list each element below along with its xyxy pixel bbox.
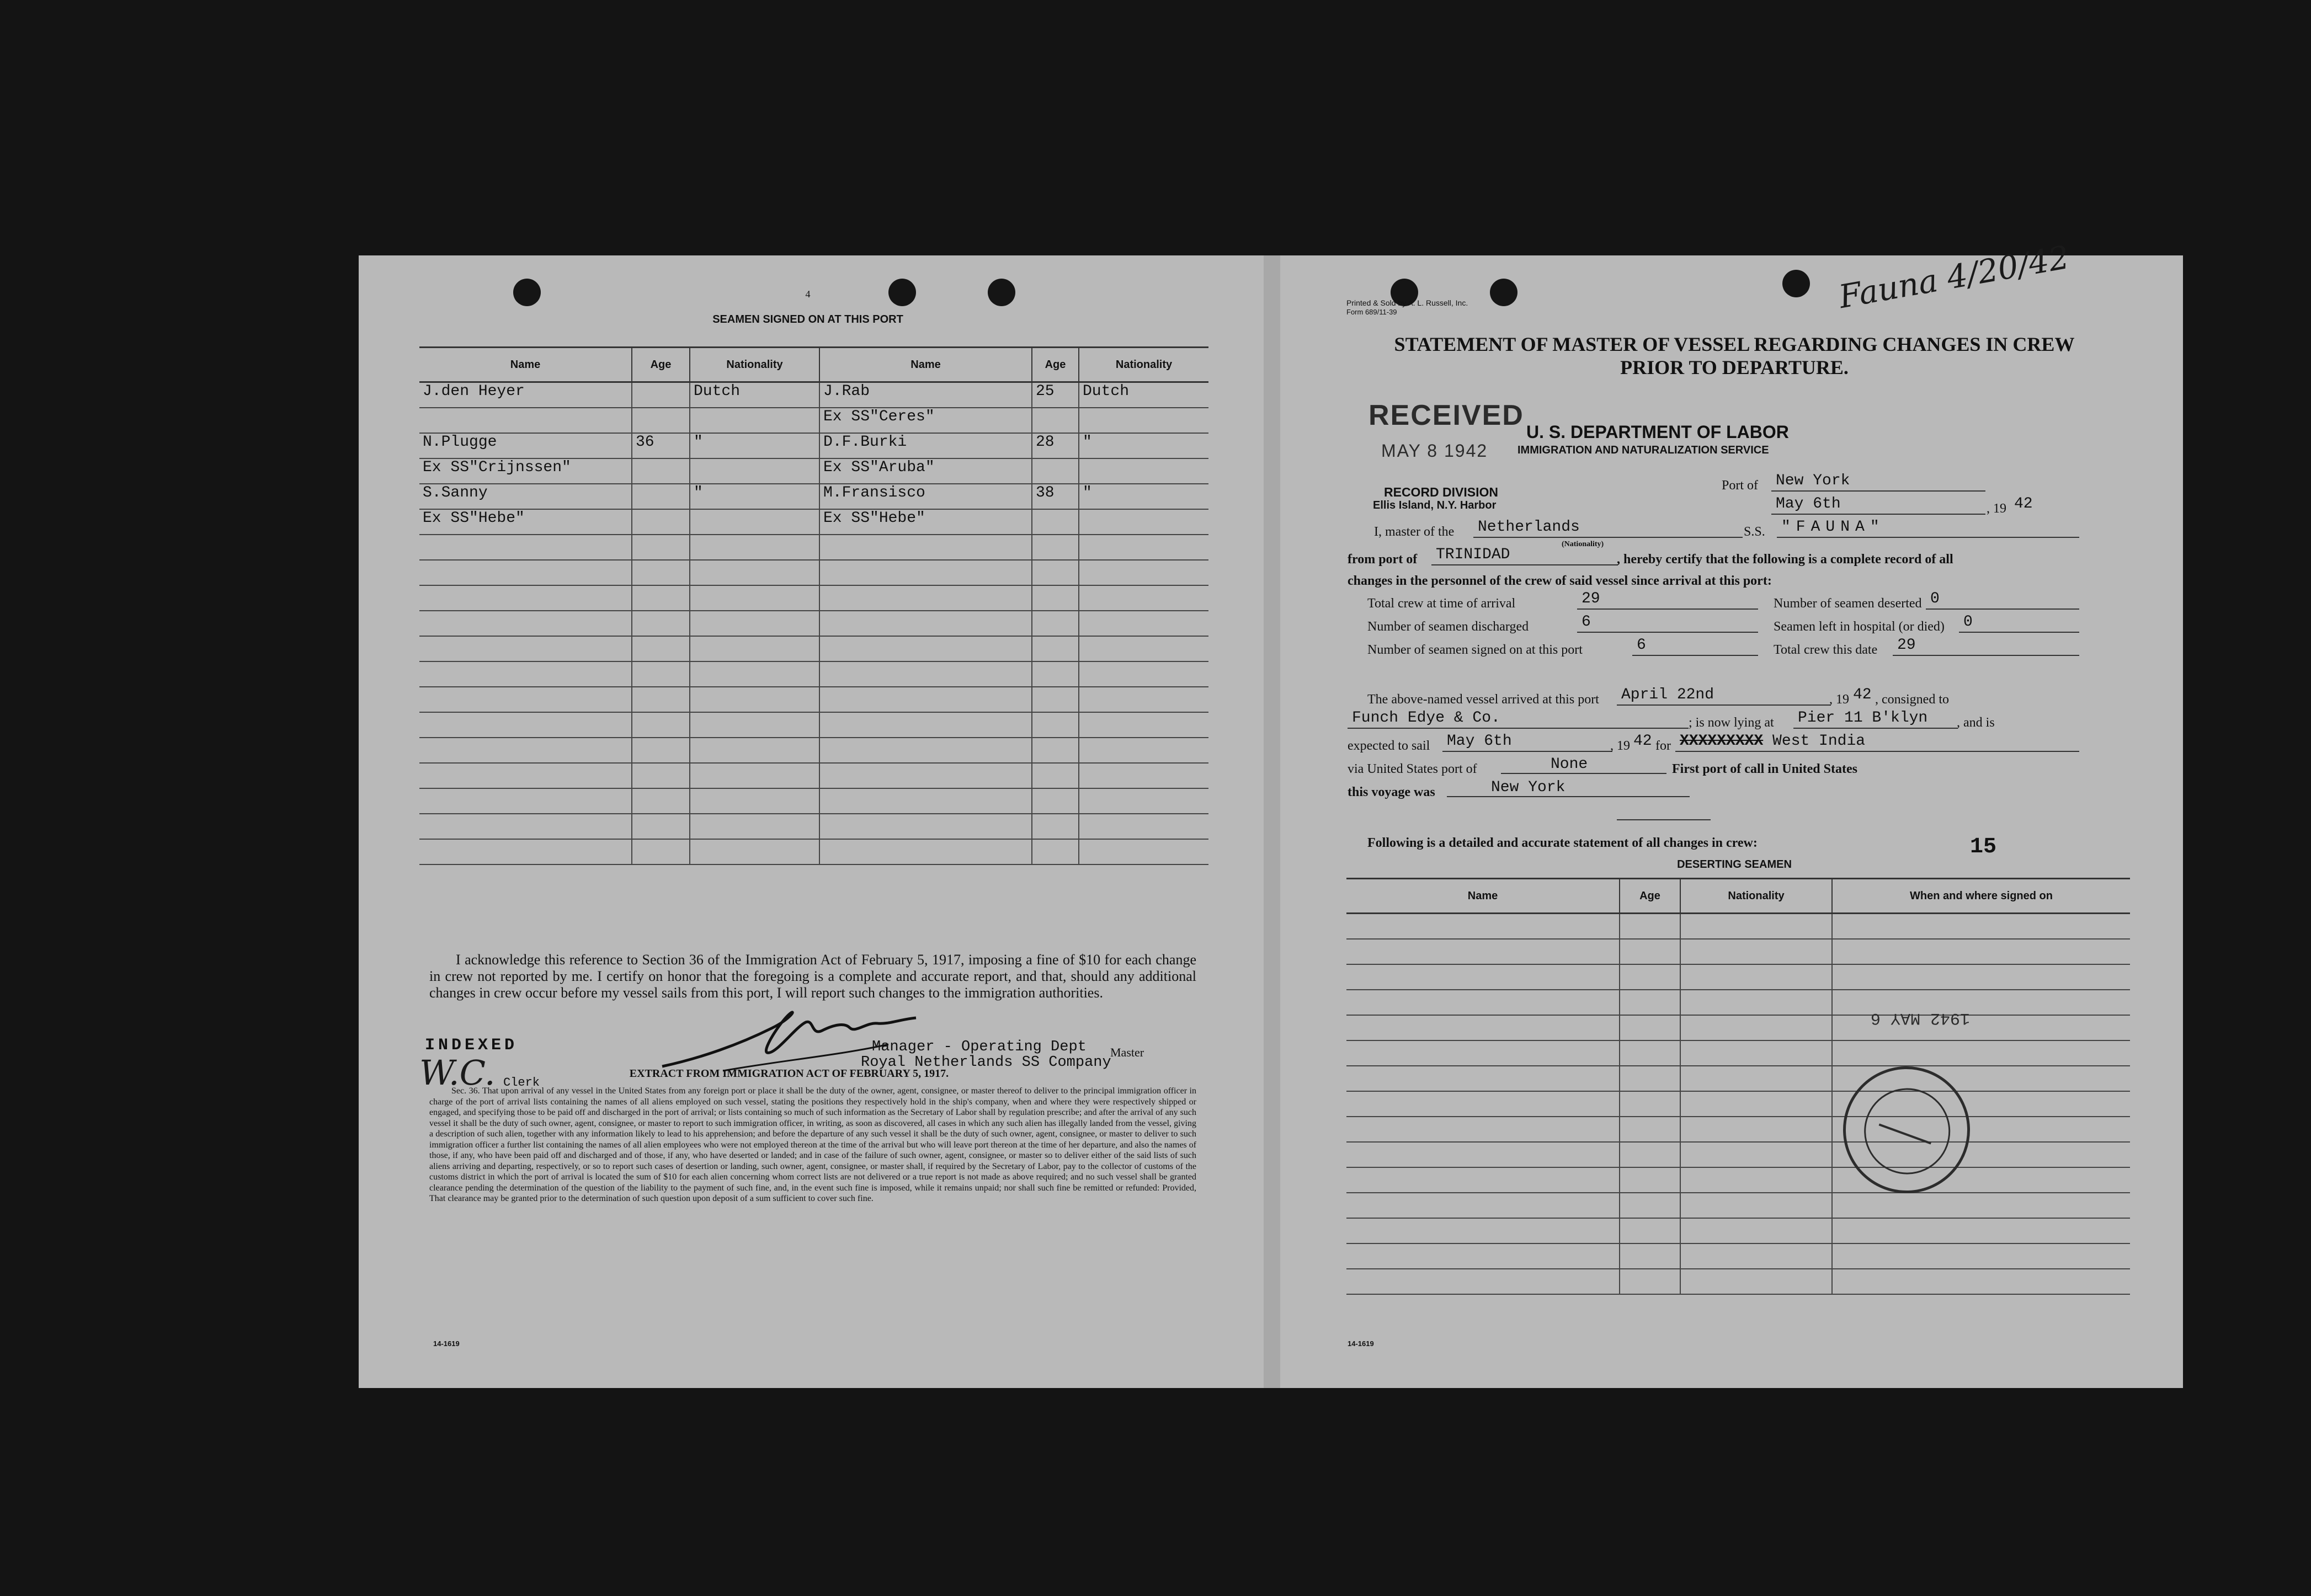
- col-header: When and where signed on: [1832, 879, 2130, 914]
- arrived-label: The above-named vessel arrived at this port: [1367, 692, 1599, 707]
- seaman-note: [419, 408, 632, 433]
- seaman-nationality: ": [1079, 433, 1208, 458]
- date-field: May 6th: [1771, 495, 1985, 515]
- divider: [1617, 819, 1711, 820]
- following-text: Following is a detailed and accurate statement of all changes in crew:: [1367, 836, 1758, 850]
- form-title: STATEMENT OF MASTER OF VESSEL REGARDING CHANGES IN CREW: [1394, 333, 2075, 355]
- table-row: [419, 433, 1208, 458]
- total-crew-date-label: Total crew this date: [1774, 643, 1878, 657]
- table-row: [419, 382, 1208, 408]
- signed-on-field: 6: [1632, 636, 1758, 656]
- seaman-age: [632, 484, 690, 509]
- page-number: 4: [805, 289, 811, 300]
- clerk-label: Clerk: [503, 1076, 540, 1090]
- sail-date-field: May 6th: [1442, 732, 1612, 752]
- deserted-label: Number of seamen deserted: [1774, 596, 1922, 611]
- received-date-stamp: MAY 8 1942: [1381, 441, 1488, 461]
- vessel-name-field: "FAUNA": [1777, 518, 2079, 538]
- seaman-name: D.F.Burki: [819, 433, 1032, 458]
- ss-label: S.S.: [1744, 525, 1765, 539]
- master-label: Master: [1110, 1045, 1144, 1059]
- master-of-label: I, master of the: [1374, 525, 1455, 539]
- for-label: for: [1655, 739, 1671, 753]
- acknowledgment-text: I acknowledge this reference to Section 36 of the Immigration Act of February 5, 1917, imposing a fine of $10 for each change in crew not reported by me. I certify on honor that the foregoing is a complete and accurate report, and that, should any additional changes in crew occur before my vessel sails from this port, I will report such changes to the immigration authorities.: [429, 952, 1196, 1001]
- from-port-field: TRINIDAD: [1431, 546, 1618, 565]
- document-sheet: [359, 238, 2183, 1388]
- printer-line: Printed & Sold by A. L. Russell, Inc.: [1346, 298, 1468, 307]
- seaman-age: [632, 382, 690, 408]
- total-crew-arrival-label: Total crew at time of arrival: [1367, 596, 1516, 611]
- seaman-note: Ex SS"Crijnssen": [419, 458, 632, 484]
- col-header: Age: [1620, 879, 1680, 914]
- sail-year-prefix: , 19: [1610, 739, 1630, 753]
- hospital-label: Seamen left in hospital (or died): [1774, 620, 1945, 634]
- arrived-year-prefix: , 19: [1829, 692, 1849, 707]
- punch-hole: [1782, 270, 1810, 297]
- table-row: [419, 458, 1208, 484]
- year-field: 42: [2014, 495, 2033, 513]
- seaman-nationality: Dutch: [690, 382, 819, 408]
- form-number: Form 689/11-39: [1346, 308, 1397, 316]
- nationality-field: Netherlands: [1473, 518, 1743, 538]
- record-division: RECORD DIVISION: [1384, 485, 1499, 499]
- indexed-initials: W.C.: [419, 1053, 496, 1093]
- signed-on-label: Number of seamen signed on at this port: [1367, 643, 1583, 657]
- seaman-age: 38: [1032, 484, 1079, 509]
- col-header: Nationality: [1680, 879, 1832, 914]
- col-header: Nationality: [1079, 348, 1208, 382]
- consigned-label: , consigned to: [1875, 692, 1949, 707]
- service-name: IMMIGRATION AND NATURALIZATION SERVICE: [1517, 444, 1769, 456]
- discharged-label: Number of seamen discharged: [1367, 620, 1529, 634]
- table-row: [419, 484, 1208, 509]
- certify-text: , hereby certify that the following is a complete record of all: [1617, 552, 1953, 567]
- seaman-note: Ex SS"Hebe": [419, 509, 632, 535]
- arrived-year-field: 42: [1853, 686, 1872, 703]
- left-page: [359, 255, 1257, 1388]
- right-page: [1286, 238, 2183, 1388]
- stamp-date: 1942 MAY 6: [1871, 1008, 1971, 1027]
- seaman-note: Ex SS"Hebe": [819, 509, 1032, 535]
- col-header: Nationality: [690, 348, 819, 382]
- sail-year-field: 42: [1633, 733, 1652, 750]
- table-row: [419, 509, 1208, 535]
- via-label: via United States port of: [1348, 762, 1477, 776]
- table-row: [419, 408, 1208, 433]
- changes-text: changes in the personnel of the crew of said vessel since arrival at this port:: [1348, 574, 1772, 588]
- via-port-field: None: [1501, 755, 1666, 774]
- punch-hole: [1490, 279, 1517, 306]
- extract-text: Sec. 36. That upon arrival of any vessel in the United States from any foreign port or place it shall be the duty of the owner, agent, consignee, or master thereof to deliver to the principal immigration officer in charge of the port of arrival lists containing the names of all aliens employed on such vessel, stating the positions they respectively hold in the ship's company, when and where they were respectively shipped or engaged, and specifying those to be paid off and discharged in the port of arrival; or lists containing so much of such information as the Secretary of Labor shall by regulation prescribe; and after the arrival of any such vessel it shall be the duty of such owner, agent, consignee, or master to report to such immigration officer, in writing, as soon as discovered, all cases in which any such alien has illegally landed from the vessel, giving a description of such alien, together with any information likely to lead to his apprehension; and before the departure of any such vessel it shall be the duty of such owner, agent, consignee, or master to deliver to such immigration officer a further list containing the names of all alien employees who were not employed thereon at the time of the arrival but who will leave port thereon at the time of her departure, and also the names of those, if any, who have been paid off and discharged and of those, if any, who have deserted or landed; and in case of the failure of such owner, agent, consignee, or master so to deliver either of the said lists of such aliens arriving and departing, respectively, or so to report such cases of desertion or landing, such owner, agent, consignee, or master shall, if required by the Secretary of Labor, pay to the collector of customs of the customs district in which the port of arrival is located the sum of $10 for each alien concerning whom correct lists are not delivered or a true report is not made as above required; and no such vessel shall be granted clearance pending the determination of the question of the liability to the payment of such fine, and, in the event such fine is imposed, while it remains unpaid; nor shall such fine be remitted or refunded: Provided, That clearance may be granted prior to the determination of such question upon deposit of a sum sufficient to cover such fine.: [429, 1086, 1196, 1203]
- voyage-label: this voyage was: [1348, 785, 1435, 799]
- port-of-label: Port of: [1722, 478, 1758, 493]
- seaman-note: Ex SS"Aruba": [819, 458, 1032, 484]
- count-mark: 15: [1970, 835, 1997, 860]
- seaman-name: N.Plugge: [419, 433, 632, 458]
- from-port-label: from port of: [1348, 552, 1418, 567]
- first-port-label: First port of call in United States: [1672, 762, 1857, 776]
- seaman-nationality: ": [1079, 484, 1208, 509]
- deserted-field: 0: [1926, 590, 2079, 610]
- seaman-age: 36: [632, 433, 690, 458]
- col-header: Name: [1346, 879, 1620, 914]
- voyage-port-field: New York: [1447, 778, 1690, 797]
- year-prefix: , 19: [1987, 501, 2006, 516]
- arrived-date-field: April 22nd: [1617, 686, 1831, 706]
- form-code: 14-1619: [1348, 1339, 1374, 1348]
- and-is-label: , and is: [1957, 716, 1995, 730]
- col-header: Name: [419, 348, 632, 382]
- seamen-signed-on-table: [419, 348, 1208, 865]
- seaman-name: S.Sanny: [419, 484, 632, 509]
- port-of-field: New York: [1771, 472, 1985, 492]
- seaman-age: 28: [1032, 433, 1079, 458]
- ellis-island: Ellis Island, N.Y. Harbor: [1373, 499, 1497, 511]
- col-header: Name: [819, 348, 1032, 382]
- indexed-stamp: INDEXED: [425, 1036, 518, 1055]
- expected-label: expected to sail: [1348, 739, 1430, 753]
- seaman-name: J.Rab: [819, 382, 1032, 408]
- deserting-title: DESERTING SEAMEN: [1677, 858, 1792, 871]
- seaman-nationality: ": [690, 484, 819, 509]
- nationality-caption: (Nationality): [1562, 540, 1604, 548]
- total-crew-date-field: 29: [1893, 636, 2079, 656]
- total-crew-arrival-field: 29: [1577, 590, 1758, 610]
- lying-at-field: Pier 11 B'klyn: [1793, 709, 1958, 729]
- department-name: U. S. DEPARTMENT OF LABOR: [1526, 422, 1789, 442]
- binding-gutter: [1264, 255, 1280, 1388]
- handwritten-note: Fauna 4/20/42: [1836, 238, 2072, 316]
- destination-struck: XXXXXXXXX: [1680, 733, 1764, 750]
- seaman-nationality: Dutch: [1079, 382, 1208, 408]
- section-title: SEAMEN SIGNED ON AT THIS PORT: [712, 313, 903, 325]
- form-subtitle: PRIOR TO DEPARTURE.: [1620, 356, 1849, 378]
- seaman-name: M.Fransisco: [819, 484, 1032, 509]
- seaman-age: 25: [1032, 382, 1079, 408]
- seaman-nationality: ": [690, 433, 819, 458]
- deserting-seamen-table: [1346, 879, 2130, 1295]
- consignee-field: Funch Edye & Co.: [1348, 709, 1689, 729]
- col-header: Age: [1032, 348, 1079, 382]
- hospital-field: 0: [1959, 613, 2079, 633]
- lying-label: ; is now lying at: [1689, 716, 1774, 730]
- seaman-name: J.den Heyer: [419, 382, 632, 408]
- seaman-note: Ex SS"Ceres": [819, 408, 1032, 433]
- form-code: 14-1619: [433, 1339, 460, 1348]
- extract-title: EXTRACT FROM IMMIGRATION ACT OF FEBRUARY 5, 1917.: [629, 1067, 949, 1080]
- destination-value: West India: [1772, 733, 1866, 750]
- discharged-field: 6: [1577, 613, 1758, 633]
- signer-title: Manager - Operating Dept: [872, 1039, 1087, 1055]
- destination-field: [1675, 732, 2079, 752]
- col-header: Age: [632, 348, 690, 382]
- received-stamp: RECEIVED: [1369, 399, 1524, 431]
- signer-company: Royal Netherlands SS Company: [861, 1054, 1111, 1071]
